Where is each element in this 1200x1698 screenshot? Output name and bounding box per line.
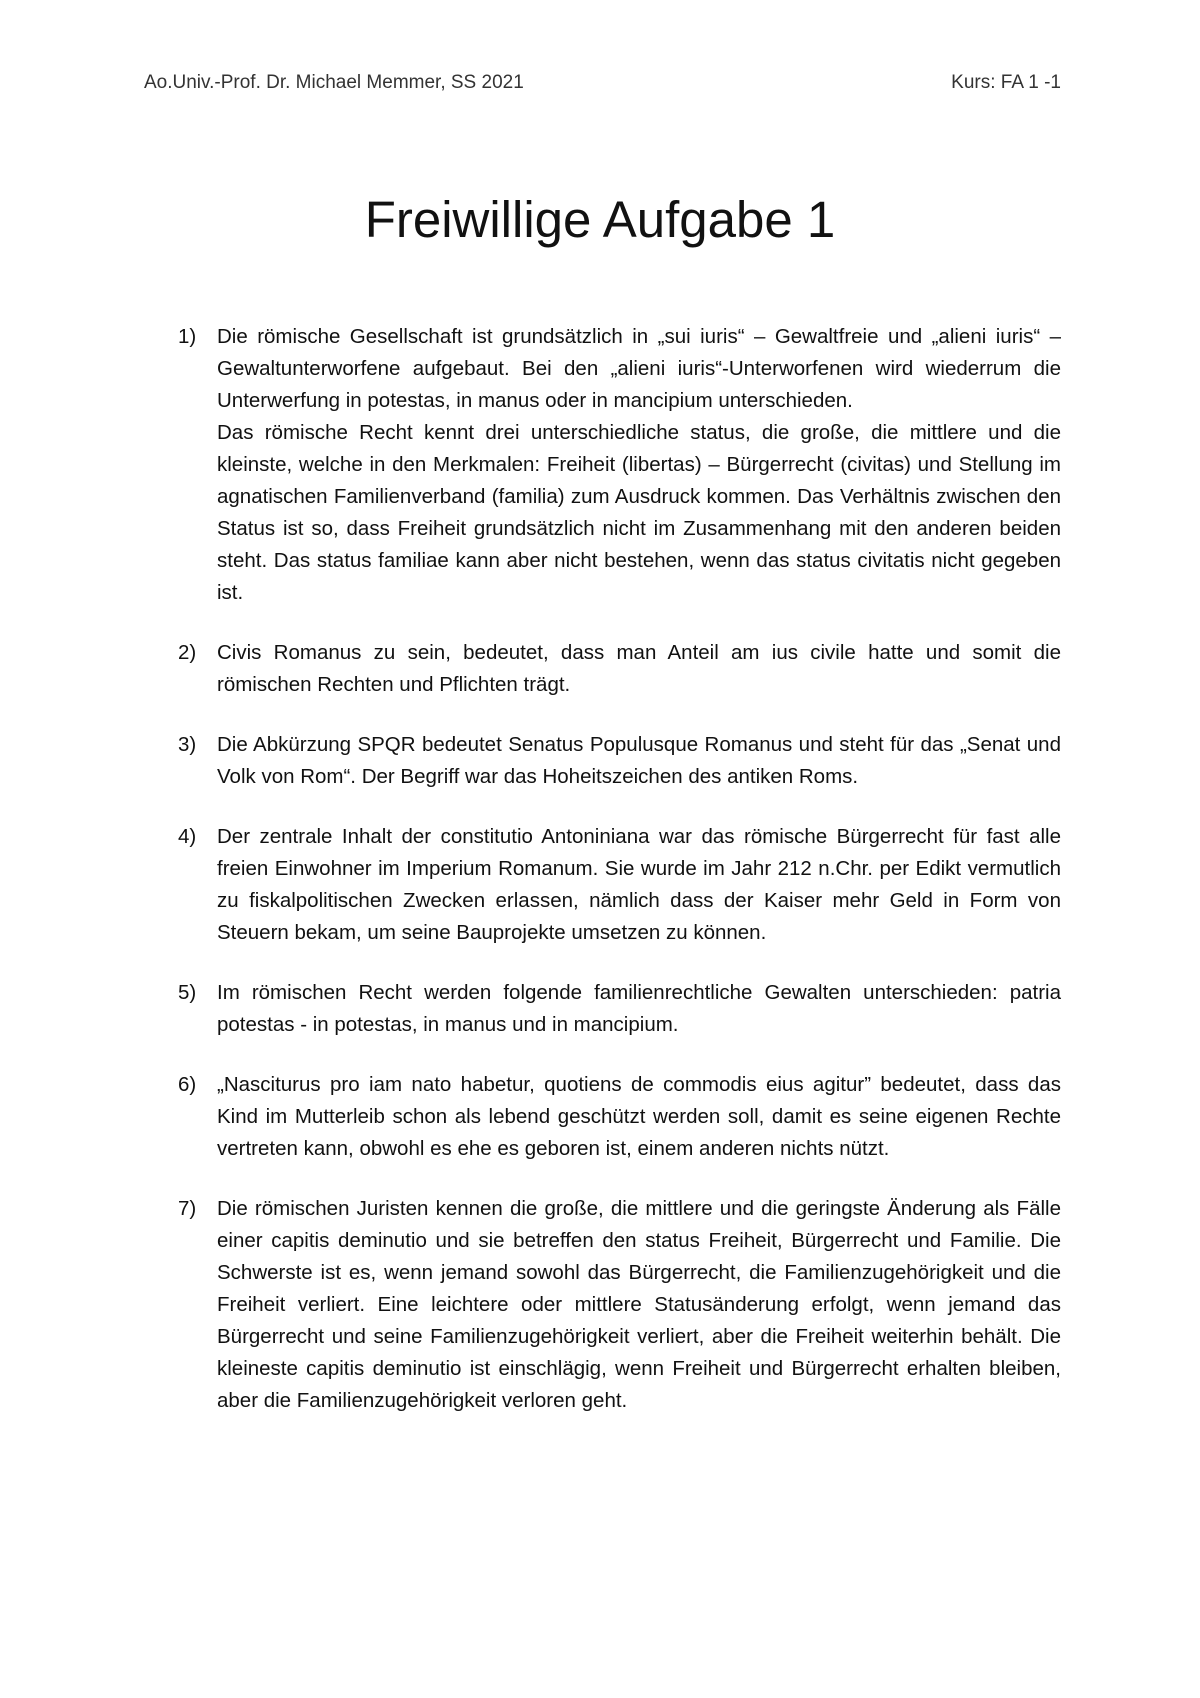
item-paragraph: Civis Romanus zu sein, bedeutet, dass man Anteil am ius civile hatte und somit die römischen Rechten und Pflichten trägt. bbox=[217, 641, 1061, 696]
answer-item-4 bbox=[178, 821, 1061, 949]
header-author: Ao.Univ.-Prof. Dr. Michael Memmer, SS 2021 bbox=[144, 72, 524, 93]
item-number: 5) bbox=[178, 981, 197, 1004]
page-title: Freiwillige Aufgabe 1 bbox=[364, 191, 836, 248]
answer-item-7 bbox=[178, 1193, 1061, 1417]
item-paragraph: Die römischen Juristen kennen die große, die mittlere und die geringste Änderung als Fälle einer capitis deminutio und sie betreffen den status Freiheit, Bürgerrecht und Familie. Die Schwerste ist es, wenn jemand sowohl das Bürgerrecht, die Familienzugehörigkeit und die Freiheit verliert. Eine leichtere oder mittlere Statusänderung erfolgt, wenn jemand das Bürgerrecht und seine Familienzugehörigkeit verliert, aber die Freiheit weiterhin behält. Die kleineste capitis deminutio ist einschlägig, wenn Freiheit und Bürgerrecht erhalten bleiben, aber die Familienzugehörigkeit verloren geht. bbox=[217, 1197, 1061, 1412]
answer-item-1 bbox=[178, 321, 1061, 609]
item-number: 6) bbox=[178, 1073, 197, 1096]
item-paragraph: Der zentrale Inhalt der constitutio Antoniniana war das römische Bürgerrecht für fast alle freien Einwohner im Imperium Romanum. Sie wurde im Jahr 212 n.Chr. per Edikt vermutlich zu fiskalpolitischen Zwecken erlassen, nämlich dass der Kaiser mehr Geld in Form von Steuern bekam, um seine Bauprojekte umsetzen zu können. bbox=[217, 825, 1061, 944]
item-paragraph: Im römischen Recht werden folgende familienrechtliche Gewalten unterschieden: patria potestas - in potestas, in manus und in mancipium. bbox=[217, 981, 1061, 1036]
answer-item-3 bbox=[178, 729, 1061, 793]
item-paragraph: Das römische Recht kennt drei unterschiedliche status, die große, die mittlere und die kleinste, welche in den Merkmalen: Freiheit (libertas) – Bürgerrecht (civitas) und Stellung im agnatischen Familienverband (familia) zum Ausdruck kommen. Das Verhältnis zwischen den Status ist so, dass Freiheit grundsätzlich nicht im Zusammenhang mit den anderen beiden steht. Das status familiae kann aber nicht bestehen, wenn das status civitatis nicht gegeben ist. bbox=[217, 421, 1061, 604]
item-paragraph: Die römische Gesellschaft ist grundsätzlich in „sui iuris“ – Gewaltfreie und „alieni iuris“ – Gewaltunterworfene aufgebaut. Bei den „alieni iuris“-Unterworfenen wird wiederrum die Unterwerfung in potestas, in manus oder in mancipium unterschieden. bbox=[217, 325, 1061, 412]
item-paragraph: „Nasciturus pro iam nato habetur, quotiens de commodis eius agitur” bedeutet, dass das Kind im Mutterleib schon als lebend geschützt werden soll, damit es seine eigenen Rechte vertreten kann, obwohl es ehe es geboren ist, einem anderen nichts nützt. bbox=[217, 1073, 1061, 1160]
item-paragraph: Die Abkürzung SPQR bedeutet Senatus Populusque Romanus und steht für das „Senat und Volk von Rom“. Der Begriff war das Hoheitszeichen des antiken Roms. bbox=[217, 733, 1061, 788]
page-header bbox=[144, 72, 1061, 102]
item-number: 2) bbox=[178, 641, 197, 664]
item-number: 1) bbox=[178, 325, 197, 348]
answer-item-6 bbox=[178, 1069, 1061, 1165]
answer-list bbox=[178, 321, 1061, 1445]
answer-item-5 bbox=[178, 977, 1061, 1041]
item-number: 3) bbox=[178, 733, 197, 756]
header-course: Kurs: FA 1 -1 bbox=[951, 72, 1061, 93]
item-number: 4) bbox=[178, 825, 197, 848]
item-number: 7) bbox=[178, 1197, 197, 1220]
answer-item-2 bbox=[178, 637, 1061, 701]
